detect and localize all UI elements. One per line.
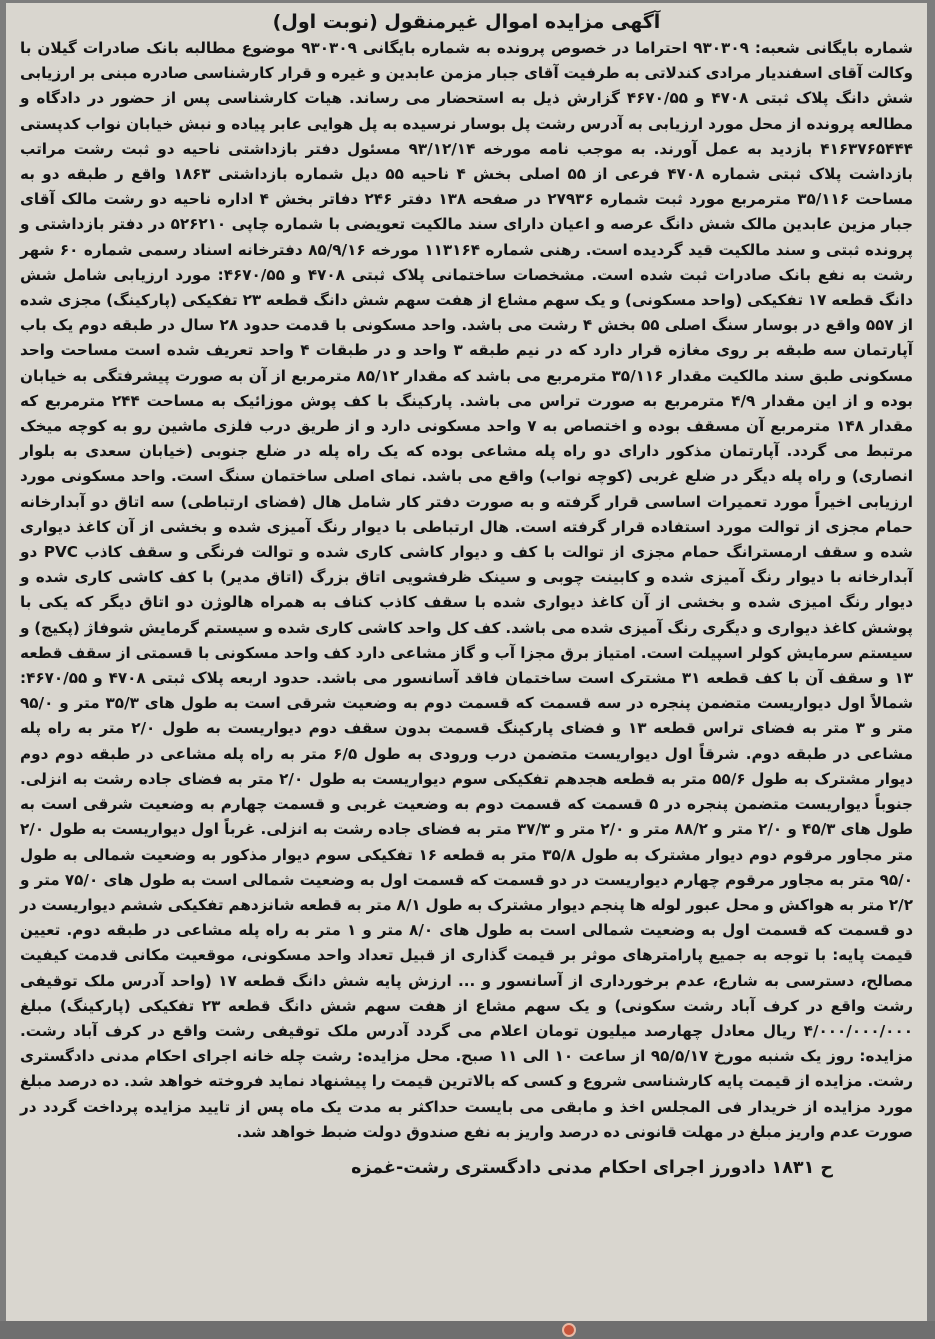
notice-signature: ح ۱۸۳۱ دادورز اجرای احکام مدنی دادگستری رشت-غمزه [351,1157,833,1178]
notice-title: آگهی مزایده اموال غیرمنقول (نوبت اول) [272,11,661,33]
newspaper-clipping [6,3,927,1321]
site-logo-icon [562,1323,576,1337]
scan-bottom-strip [0,1321,935,1339]
notice-body: شماره بایگانی شعبه: ۹۳۰۳۰۹ احتراما در خصوص پرونده به شماره بایگانی ۹۳۰۳۰۹ موضوع مطالبه بانک صادرات گیلان با وکالت آقای اسفندیار مرادی کندلاتی به طرفیت آقای جبار مزمن عابدین و غیره و قرار کارشناسی صادره مبنی بر ارزیابی شش دانگ پلاک ثبتی ۴۷۰۸ و ۴۶۷۰/۵۵ گزارش ذیل به استحضار می رساند. هیات کارشناسی پس از حضور در دادگاه و مطالعه پرونده از محل مورد ارزیابی به آدرس رشت پل بوسار نرسیده به پل هوایی عابر پیاده و نبش خیابان نواب کدپستی ۴۱۶۳۷۶۵۴۴۴ بازدید به عمل آورند. به موجب نامه مورخه ۹۳/۱۲/۱۴ مسئول دفتر بازداشتی ناحیه دو ثبت رشت مراتب بازداشت پلاک ثبتی شماره ۴۷۰۸ فرعی از ۵۵ اصلی بخش ۴ ناحیه ۵۵ دیل شماره بازداشتی ۱۸۶۳ واقع ر طبقه دو به مساحت ۳۵/۱۱۶ مترمربع مورد ثبت شماره ۲۷۹۳۶ در صفحه ۱۳۸ دفتر ۲۴۶ دفاتر بخش ۴ اداره ناحیه دو رشت مالک آقای جبار مزین عابدین مالک شش دانگ عرصه و اعیان دارای سند مالکیت تعویضی با شماره چاپی ۵۲۶۲۱۰ در دفتر بازداشتی و پرونده ثبتی و سند مالکیت قید گردیده است. رهنی شماره ۱۱۳۱۶۴ مورخه ۸۵/۹/۱۶ دفترخانه اسناد رسمی شماره ۶۰ شهر رشت به نفع بانک صادرات ثبت شده است. مشخصات ساختمانی پلاک ثبتی ۴۷۰۸ و ۴۶۷۰/۵۵: مورد ارزیابی شامل شش دانگ قطعه ۱۷ تفکیکی (واحد مسکونی) و یک سهم مشاع از هفت سهم شش دانگ قطعه ۲۳ تفکیکی (پارکینگ) مجزی شده از ۵۵۷ واقع در بوسار سنگ اصلی ۵۵ بخش ۴ رشت می باشد. واحد مسکونی با قدمت حدود ۲۸ سال در طبقه دوم یک باب آپارتمان سه طبقه بر روی مغازه قرار دارد که در نیم طبقه ۳ واحد و در طبقات ۴ واحد تعریف شده است مساحت واحد مسکونی طبق سند مالکیت مقدار ۳۵/۱۱۶ مترمربع می باشد که مقدار ۸۵/۱۲ مترمربع از آن به صورت پیشرفتگی به خیابان بوده و از این مقدار ۴/۹ مترمربع به صورت تراس می باشد. پارکینگ با کف پوش موزائیک به مساحت ۲۴۴ مترمربع که مقدار ۱۴۸ مترمربع آن مسقف بوده و اختصاص به ۷ واحد مسکونی دارد و از طریق درب فلزی ماشین رو به کوچه میخک مرتبط می گردد. آپارتمان مذکور دارای دو راه پله مشاعی بوده که یک راه پله در ضلع جنوبی (خیابان سعدی به بلوار انصاری) و راه پله دیگر در ضلع غربی (کوچه نواب) واقع می باشد. نمای اصلی ساختمان سنگ است. واحد مسکونی مورد ارزیابی اخیراً مورد تعمیرات اساسی قرار گرفته و به صورت دفتر کار شامل هال (فضای ارتباطی) سه اتاق دو آبدارخانه حمام مجزی از توالت مورد استفاده قرار گرفته است. هال ارتباطی با دیوار رنگ آمیزی شده و بخشی از آن کاغذ دیواری شده و سقف ارمسترانگ حمام مجزی از توالت با کف و دیوار کاشی کاری شده و توالت فرنگی و سقف کاذب PVC دو آبدارخانه با دیوار رنگ آمیزی شده و کابینت چوبی و سینک ظرفشویی اتاق بزرگ (اتاق مدیر) با کف کاشی کاری شده و دیوار رنگ امیزی شده و بخشی از آن کاغذ دیواری شده با سقف کاذب کناف به همراه هالوژن دو اتاق دیگر که یکی با پوشش کاغذ دیواری و دیگری رنگ آمیزی شده می باشد. کف کل واحد کاشی کاری شده و سیستم گرمایش شوفاژ (پکیج) و سیستم سرمایش کولر اسپیلت است. امتیاز برق مجزا آب و گاز مشاعی دارد کف واحد مسکونی با قسمتی از سقف قطعه ۱۳ و سقف آن با کف قطعه ۳۱ مشترک است ساختمان فاقد آسانسور می باشد. حدود اربعه پلاک ثبتی ۴۷۰۸ و ۴۶۷۰/۵۵: شمالاً اول دیواریست متضمن پنجره در سه قسمت که قسمت دوم به وضعیت شرقی است به طول های ۳۵/۳ متر و ۹۵/۰ متر و ۳ متر به فضای تراس قطعه ۱۳ و فضای پارکینگ قسمت بدون سقف دوم دیواریست به طول ۲/۰ متر به راه پله مشاعی در طبقه دوم. شرقاً اول دیواریست متضمن درب ورودی به طول ۶/۵ متر به راه پله مشاعی در طبقه دوم دوم دیوار مشترک به طول ۵۵/۶ متر به قطعه هجدهم تفکیکی سوم دیواریست به طول ۲/۰ متر به فضای جاده رشت به انزلی. جنوباً دیواریست متضمن پنجره در ۵ قسمت که قسمت دوم به وضعیت غربی و قسمت چهارم به وضعیت شرقی است به طول های ۴۵/۳ و ۲/۰ متر و ۸۸/۲ متر و ۲/۰ متر و ۳۷/۳ متر به فضای جاده رشت به انزلی. غرباً اول دیواریست به طول ۲/۰ متر مجاور مرقوم دوم دیوار مشترک به طول ۳۵/۸ متر به قطعه ۱۶ تفکیکی سوم دیوار مذکور به وضعیت شمالی به طول ۹۵/۰ متر به مجاور مرقوم چهارم دیواریست در دو قسمت که قسمت اول به وضعیت شمالی است به طول های ۷۵/۰ متر و ۲/۲ متر به هواکش و محل عبور لوله ها پنجم دیوار مشترک به طول ۸/۱ متر به قطعه شانزدهم تفکیکی ششم دیواریست در دو قسمت که قسمت اول به وضعیت شمالی است به طول های ۸/۰ متر و ۱ متر به راه پله مشاعی در طبقه دوم. تعیین قیمت پایه: با توجه به جمیع پارامترهای موثر بر قیمت گذاری از قبیل تعداد واحد مسکونی، موقعیت مکانی قدمت کیفیت مصالح، دسترسی به شارع، عدم برخورداری از آسانسور و ... ارزش پایه شش دانگ قطعه ۱۷ (واحد آدرس ملک توقیفی رشت واقع در کرف آباد رشت سکونی) و یک سهم مشاع از هفت سهم شش دانگ قطعه ۲۳ تفکیکی (پارکینگ) مبلغ ۴/۰۰۰/۰۰۰/۰۰۰ ریال معادل چهارصد میلیون تومان اعلام می گردد آدرس ملک توقیفی رشت واقع در کرف آباد رشت. مزایده: روز یک شنبه مورخ ۹۵/۵/۱۷ از ساعت ۱۰ الی ۱۱ صبح. محل مزایده: رشت چله خانه اجرای احکام مدنی دادگستری رشت. مزایده از قیمت پایه کارشناسی شروع و کسی که بالاترین قیمت را پیشنهاد نماید فروخته خواهد شد. ده درصد مبلغ مورد مزایده از خریدار فی المجلس اخذ و مابقی می بایست حداکثر به مدت یک ماه پس از تایید مزایده پرداخت گردد در صورت عدم واریز مبلغ در مهلت قانونی ده درصد واریز به نفع صندوق دولت ضبط خواهد شد. [20,39,914,1141]
